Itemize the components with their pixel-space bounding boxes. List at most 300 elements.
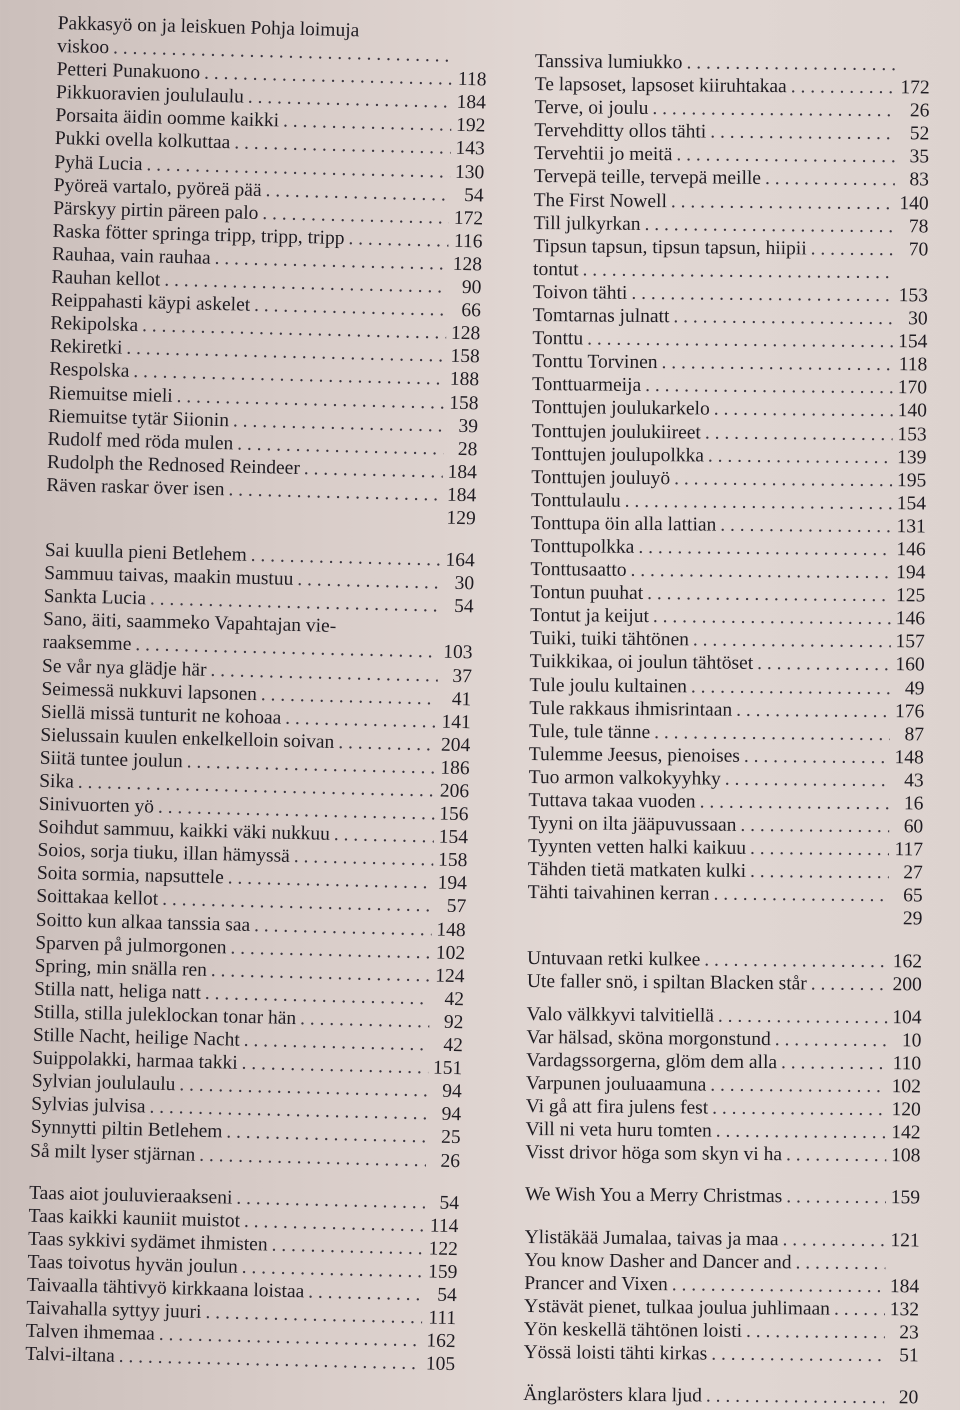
entry-title: Pärskyy pirtin päreen palo [53,197,259,225]
leader-dots [661,351,893,376]
entry-title: Tontun puuhat [530,581,643,605]
entry-title: Soitto kun alkaa tanssia saa [36,908,251,936]
index-entry [525,1118,920,1145]
page-number: 26 [430,1149,461,1173]
page-number: 122 [428,1237,459,1261]
leader-dots [294,845,434,871]
leader-dots [713,883,888,908]
page-number: 159 [890,1187,920,1210]
entry-title: Vill ni veta huru tomten [525,1118,711,1143]
entry-title: Se vår nya glädje här [42,654,207,681]
index-entry [531,512,926,539]
leader-dots [746,1320,885,1344]
index-column-right [523,50,930,1410]
entry-title: Tulemme Jeesus, pienoises [529,743,740,768]
index-entry [526,1026,921,1053]
page-number: 42 [434,987,465,1011]
page-number: 128 [450,322,481,346]
entry-title: Rudolph the Rednosed Reindeer [47,451,300,480]
page-number: 194 [895,561,925,584]
index-entry [532,373,927,400]
page-number: 27 [893,861,923,884]
page-number: 43 [894,769,924,792]
leader-dots [750,837,889,861]
page-number: 131 [896,515,926,538]
leader-dots [334,823,435,849]
index-entry [531,535,926,562]
page-number: 65 [893,885,923,908]
leader-dots [740,814,889,838]
index-entry [532,396,927,423]
leader-dots [652,97,895,122]
page-number: 51 [889,1344,919,1367]
entry-title: Sielussain kuulen enkelkelloin soivan [40,724,335,754]
page-number: 141 [440,710,471,734]
index-entry [524,1272,919,1299]
entry-title: Visst drivor höga som skyn vi ha [525,1141,782,1166]
entry-title: Tonttulaulu [531,489,621,513]
leader-dots [691,675,891,700]
page-number: 148 [435,918,466,942]
index-entry [526,1095,921,1122]
index-entry [535,73,930,100]
page-number: 192 [455,114,486,138]
leader-dots [693,629,891,654]
entry-title: Var hälsad, sköna morgonstund [526,1026,771,1051]
page-number: 54 [426,1283,457,1307]
entry-title: Sylvian joululaulu [32,1070,176,1097]
page-number: 184 [446,484,477,508]
page-number: 157 [895,631,925,654]
entry-title: Tyyni on ilta jääpuvussaan [528,812,736,837]
page-number: 194 [437,872,468,896]
page-number: 29 [892,908,922,931]
entry-title: Raska fötter springa tripp, tripp, tripp [52,220,344,250]
entry-title: Soios, sorja tiuku, illan hämyssä [37,839,290,868]
entry-title: Tonttujen joulukiireet [532,419,701,444]
index-entry [528,835,923,862]
page-number: 102 [435,941,466,965]
leader-dots [811,972,888,996]
page-number: 125 [895,584,925,607]
entry-title: Respolska [49,358,130,383]
page-number: 151 [432,1057,463,1081]
leader-dots [796,1251,886,1275]
page-number: 105 [425,1353,456,1377]
entry-title: Tähden tietä matkaten kulki [528,858,746,883]
entry-title: Tonttu [532,327,583,351]
page-number: 23 [889,1321,919,1344]
page-number: 49 [894,677,924,700]
entry-title: Prancer and Vixen [524,1272,668,1296]
leader-dots [757,652,891,676]
page-number: 164 [444,549,475,573]
entry-title: Pakkasyö on ja leiskuen Pohja loimuja [57,12,359,42]
index-entry [534,96,929,123]
index-entry [524,1295,919,1322]
entry-title: Pyhä Lucia [54,151,143,176]
entry-title: Tule rakkaus ihmisrintaan [529,697,732,722]
leader-dots [647,582,891,607]
index-entry [529,674,924,701]
leader-dots [676,144,895,169]
index-entry [529,697,924,724]
page-number: 108 [890,1144,920,1167]
index-entry [534,142,929,169]
page-number: 92 [433,1010,464,1034]
entry-title: Taas kaikki kauniit muistot [28,1204,240,1232]
index-entry [530,650,925,677]
entry-title: Pukki ovella kolkuttaa [55,127,231,154]
leader-dots [711,1343,885,1368]
entry-title: Te lapsoset, lapsoset kiiruhtakaa [535,73,787,98]
page-number: 110 [891,1052,921,1075]
page-number: 60 [893,815,923,838]
entry-title: Ylistäkää Jumalaa, taivas ja maa [525,1225,779,1250]
page-number: 206 [439,780,470,804]
leader-dots [786,1186,886,1210]
entry-title-continuation: viskoo [57,35,110,59]
page-number: 184 [889,1275,919,1298]
entry-title: Soittakaa kellot [36,885,158,911]
leader-dots [671,190,895,215]
page-number: 162 [892,950,922,973]
entry-title: Till julkyrkan [533,212,640,236]
index-entry [533,258,928,285]
page-number: 25 [430,1126,461,1150]
entry-title: Seimessä nukkuvi lapsonen [41,677,257,705]
page-number: 158 [449,345,480,369]
page-number: 37 [442,664,473,688]
page-number: 54 [429,1191,460,1215]
entry-title: Tonttusaatto [530,558,626,582]
page-number: 28 [447,437,478,461]
page-number: 102 [891,1075,921,1098]
entry-title: Soihdut sammuu, kaikki väki nukkuu [38,816,330,846]
index-entry [527,970,922,997]
leader-dots [712,1097,887,1122]
entry-title: Tonttujen joulukarkelo [532,396,710,421]
page-number: 200 [892,973,922,996]
index-entry [533,281,928,308]
entry-title: You know Dasher and Dancer and [524,1249,791,1274]
leader-dots [673,305,893,330]
leader-dots [791,75,896,99]
page-number: 39 [448,414,479,438]
entry-title: Rauhaa, vain rauhaa [52,243,211,270]
entry-title: Yössä loisti tähti kirkas [524,1341,708,1366]
index-entry [526,1049,921,1076]
page-number: 160 [895,654,925,677]
leader-dots [686,51,896,76]
index-entry [534,119,929,146]
leader-dots [700,790,890,815]
page-number: 130 [454,160,485,184]
entry-title: Talvi-iltana [25,1343,115,1368]
index-entry [528,858,923,885]
index-entry [530,581,925,608]
leader-dots [300,1007,430,1033]
entry-title: Ute faller snö, i spiltan Blacken står [527,970,807,996]
index-entry [525,1225,920,1252]
entry-title: Yön keskellä tähtönen loisti [524,1318,742,1343]
page-number: 154 [896,492,926,515]
index-entry [531,489,926,516]
leader-dots [765,167,895,191]
leader-dots [672,1273,886,1298]
page-number: 30 [898,307,928,330]
leader-dots [348,227,449,253]
entry-title: Valo välkkyvi talvitiellä [526,1003,714,1028]
page-number: 146 [896,538,926,561]
entry-title: Riemuitse tytär Siionin [48,404,229,432]
page-number: 140 [899,192,929,215]
leader-dots [645,374,893,399]
leader-dots [704,948,888,973]
entry-title: Tule, tule tänne [529,720,650,744]
page-number: 78 [898,215,928,238]
leader-dots [630,559,891,584]
page-number: 129 [445,507,476,531]
entry-title: Talven ihmemaa [25,1320,155,1346]
index-entry [529,743,924,770]
index-entry [529,720,924,747]
leader-dots [674,467,892,492]
index-entry [535,50,930,77]
page-number: 186 [439,756,470,780]
entry-title: The First Nowell [534,189,667,213]
page-number: 176 [894,700,924,723]
entry-title: Stille Nacht, heilige Nacht [33,1024,240,1052]
entry-title: Taas toivotus hyvän joulun [27,1251,238,1279]
page-number: 121 [890,1229,920,1252]
leader-dots [736,698,890,722]
entry-title: Vi gå att fira julens fest [526,1095,709,1120]
page-number: 195 [896,469,926,492]
entry-title: Untuvaan retki kulkee [527,947,700,972]
leader-dots [706,1385,884,1410]
page-number: 162 [425,1330,456,1354]
entry-title: Tipsun tapsun, tipsun tapsun, hiipii [533,235,807,260]
entry-title: Stilla natt, heliga natt [34,978,201,1005]
page-number: 66 [451,299,482,323]
page-number: 120 [891,1098,921,1121]
page-number: 170 [897,376,927,399]
entry-title-continuation: raaksemme [42,631,131,656]
leader-dots [720,514,892,539]
entry-title: Sika [39,770,74,794]
page-number: 90 [451,276,482,300]
index-column-left [25,12,488,1376]
page-number: 154 [897,330,927,353]
page-number: 128 [452,253,483,277]
page-number: 94 [431,1103,462,1127]
page-number: 118 [456,68,487,92]
index-entry [524,1249,919,1276]
leader-dots [297,568,440,595]
leader-dots [338,731,436,756]
index-entry [532,350,927,377]
page-number: 103 [442,641,473,665]
entry-title: Siitä tuntee joulun [39,747,183,774]
page-number: 30 [444,572,475,596]
page-number: 26 [899,99,929,122]
page-number: 148 [894,746,924,769]
page-number: 124 [434,964,465,988]
entry-title: Tuikkikaa, oi joulun tähtöset [530,650,754,675]
page-number: 104 [891,1006,921,1029]
index-entry [526,1072,921,1099]
page-number: 184 [447,460,478,484]
leader-dots [308,1280,423,1306]
entry-title: Tonttujen jouluyö [531,466,670,490]
page-number: 159 [427,1260,458,1284]
entry-title: Sankta Lucia [43,585,146,611]
leader-dots [244,1210,425,1237]
page-number: 114 [428,1214,459,1238]
leader-dots [644,213,894,238]
leader-dots [708,444,893,469]
entry-title: Tuttava takaa vuoden [528,789,695,814]
entry-title: Reippahasti käypi askelet [51,289,251,317]
leader-dots [705,421,893,446]
entry-title: Tervehditty ollos tähti [534,119,706,144]
page-number: 117 [893,838,923,861]
page-number: 188 [449,368,480,392]
entry-title: We Wish You a Merry Christmas [525,1183,782,1208]
page-number: 87 [894,723,924,746]
index-entry [528,812,923,839]
index-entry [533,212,928,239]
leader-dots [775,1028,888,1052]
leader-dots [654,721,890,746]
index-entry [527,904,922,931]
page-number: 41 [441,687,472,711]
entry-title: Taas aiot jouluvieraakseni [29,1181,233,1209]
entry-title: Terve, oi joulu [534,96,648,120]
entry-title: Änglarösters klara ljud [523,1383,702,1408]
leader-dots [653,605,891,630]
entry-title: Tomtarnas julnatt [533,304,670,328]
leader-dots [725,768,890,793]
index-entry [524,1341,919,1368]
index-entry [528,881,923,908]
index-entry [533,304,928,331]
leader-dots [744,745,890,769]
entry-title: Suippolakki, harmaa takki [32,1047,238,1075]
index-entry [530,558,925,585]
page-number: 42 [433,1034,464,1058]
entry-title: Tuiki, tuiki tähtönen [530,627,689,651]
index-entry [525,1183,920,1210]
entry-title: Toivon tähti [533,281,628,305]
entry-title: Rekipolska [50,312,138,337]
leader-dots [582,258,894,284]
entry-title: Sammuu taivas, maakin mustuu [44,562,294,591]
page-number: 94 [431,1080,462,1104]
leader-dots [834,1297,885,1321]
entry-title: Tervepä teille, tervepä meille [534,165,761,190]
entry-title: Sylvias julvisa [31,1093,146,1119]
page-number: 156 [438,803,469,827]
page-number: 118 [897,353,927,376]
page-number: 142 [890,1121,920,1144]
entry-title: Rekiretki [50,335,123,360]
index-entry [525,1141,920,1168]
page-number: 83 [899,169,929,192]
index-entry [533,235,928,262]
entry-title: Petteri Punakuono [56,58,200,85]
entry-title: Tyynten vetten halki kaikuu [528,835,746,860]
entry-title: Pikkuoravien joululaulu [56,81,244,109]
leader-dots [625,490,893,515]
index-entry [530,627,925,654]
leader-dots [304,457,444,483]
leader-dots [718,1004,888,1029]
leader-dots [811,237,895,261]
entry-title: Pyöreä vartalo, pyöreä pää [53,174,261,202]
page-number: 184 [456,91,487,115]
leader-dots [710,1074,887,1099]
entry-title: Vardagssorgerna, glöm dem alla [526,1049,777,1074]
leader-dots [782,1228,885,1252]
index-entry [527,947,922,974]
page-number: 172 [900,76,930,99]
page-number: 20 [888,1386,918,1409]
leader-dots [710,121,895,146]
index-entry [526,1003,921,1030]
entry-title: Porsaita äidin oomme kaikki [55,104,279,133]
index-entry [534,189,929,216]
leader-dots [750,860,889,884]
entry-title: Tervehtii jo meitä [534,142,673,166]
entry-title: Siellä missä tunturit ne kohoaa [41,701,282,730]
page-number: 52 [899,122,929,145]
entry-title: Sai kuulla pieni Betlehem [45,539,248,567]
entry-title: Tonttujen joulupolkka [531,443,704,468]
entry-title: Taivahalla syttyy juuri [26,1297,202,1324]
entry-title: Tuo armon valkokyyhky [529,766,721,791]
page-number: 158 [437,849,468,873]
entry-title: Tontut ja keijut [530,604,649,628]
page-number: 70 [898,238,928,261]
entry-title: Synnytti piltin Betlehem [30,1116,222,1144]
leader-dots [631,282,894,307]
page-number: 54 [443,595,474,619]
index-entry [532,419,927,446]
entry-title: Ystävät pienet, tulkaa joulua juhlimaan [524,1295,830,1321]
page-number: 146 [895,607,925,630]
page-number: 140 [897,400,927,423]
entry-title: Tonttupolkka [531,535,635,559]
entry-title: Tonttuarmeija [532,373,641,397]
entry-title: Tanssiva lumiukko [535,50,683,74]
entry-title: Tule joulu kultainen [529,674,687,698]
index-entry [531,443,926,470]
entry-title: Sparven på julmorgonen [35,931,227,959]
entry-title: Varpunen jouluaamuna [526,1072,707,1097]
page-number: 116 [452,230,483,254]
entry-title: Taas sykkivi sydämet ihmisten [28,1227,268,1256]
entry-title: Spring, min snälla ren [34,954,207,981]
index-entry [534,165,929,192]
index-entry [531,466,926,493]
page-number: 154 [438,826,469,850]
leader-dots [781,1051,887,1075]
entry-title: Riemuitse mieli [48,381,173,407]
entry-title: Taivaalla tähtivyö kirkkaana loistaa [27,1274,305,1304]
leader-dots [714,398,893,423]
